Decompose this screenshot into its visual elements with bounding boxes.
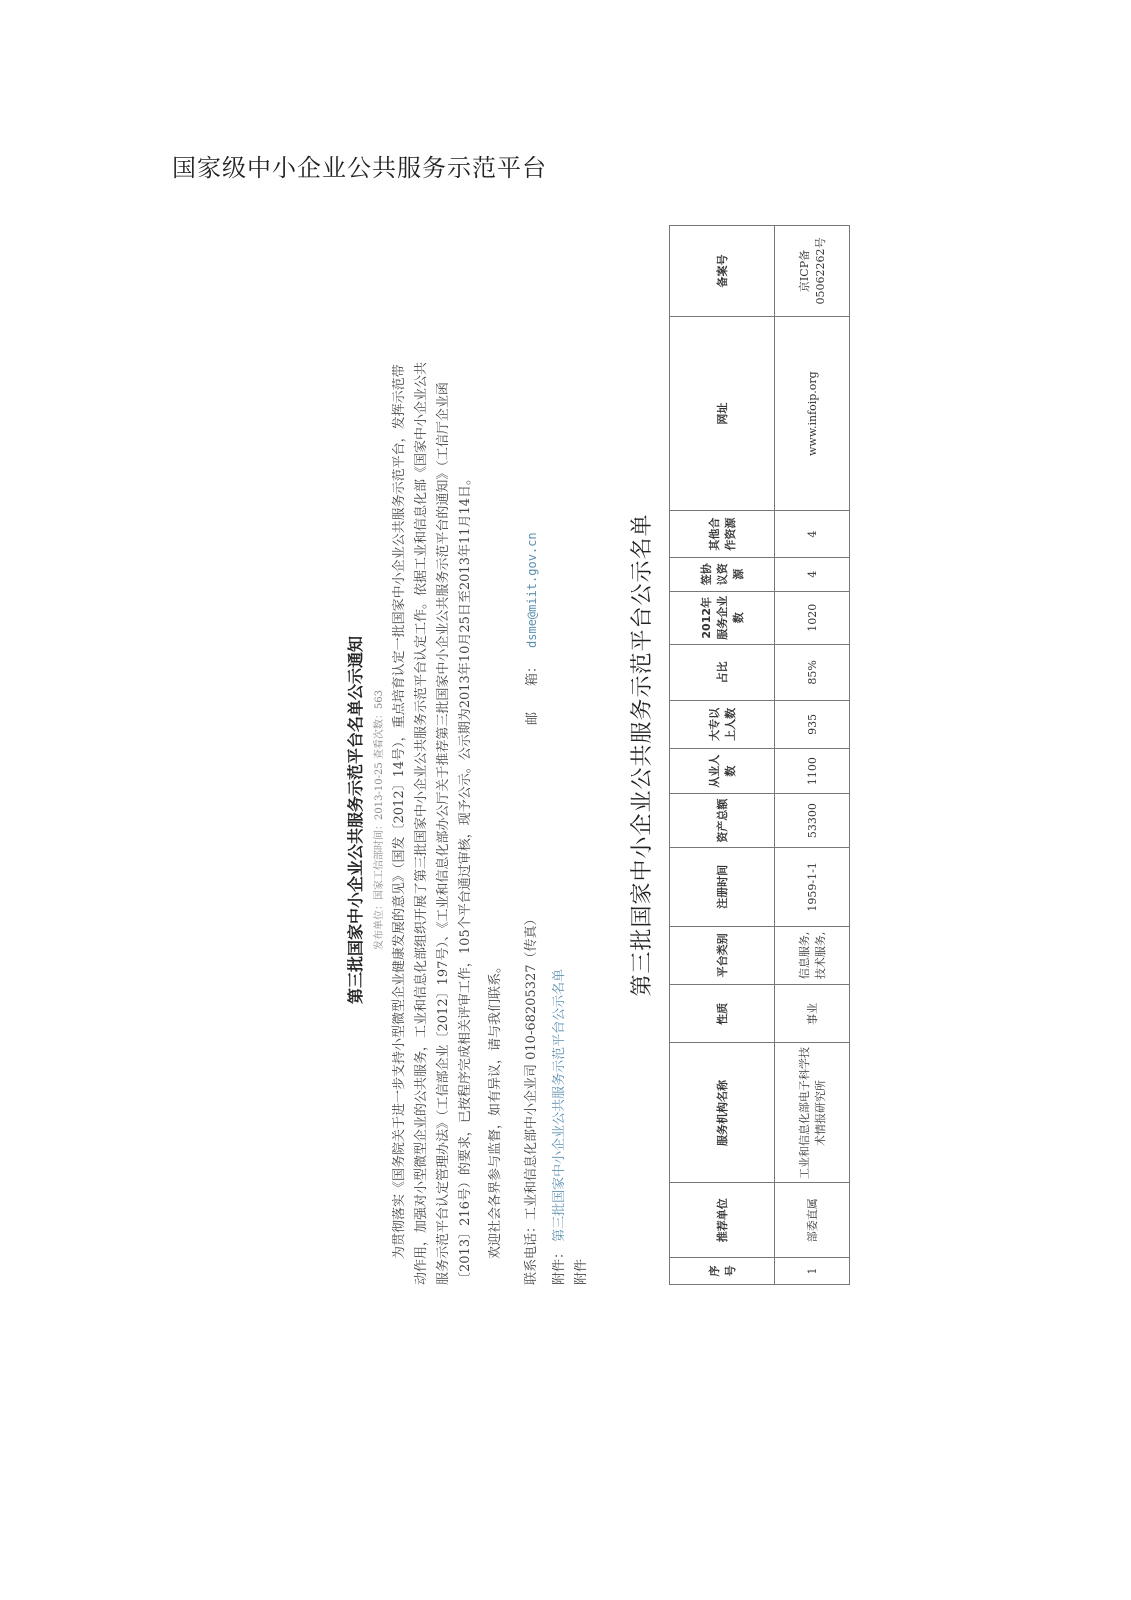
attachment-label: 附件： bbox=[552, 1245, 567, 1285]
col-header: 签协议资源 bbox=[670, 557, 775, 591]
table-cell: 1959-1-1 bbox=[775, 848, 850, 926]
col-header: 注册时间 bbox=[670, 848, 775, 926]
col-header: 序号 bbox=[670, 1258, 775, 1285]
contact-phone: 联系电话：工业和信息化部中小企业司 010-68205327（传真） bbox=[524, 912, 539, 1285]
col-header: 大专以上人数 bbox=[670, 700, 775, 748]
list-title: 第三批国家中小企业公共服务示范平台公示名单 bbox=[630, 513, 655, 997]
table-cell: 935 bbox=[775, 700, 850, 748]
table-cell: 1020 bbox=[775, 591, 850, 644]
table-cell: 事业 bbox=[775, 985, 850, 1043]
col-header: 2012年服务企业数 bbox=[670, 591, 775, 644]
table-cell: 4 bbox=[775, 557, 850, 591]
table-header-row bbox=[670, 226, 775, 1285]
notice-paragraph: 为贯彻落实《国务院关于进一步支持小型微型企业健康发展的意见》（国发〔2012〕14号），重点培育认定一批国家中小企业公共服务示范平台，发挥示范带动作用，加强对小型微型企业的公共服务，工业和信息化部组织开展了第三批国家中小企业公共服务示范平台认定工作。依据工业和信息化部《国家中小企业公共服务示范平台认定管理办法》（工信部企业〔2012〕197号）、《工业和信息化部办公厅关于推荐第三批国家中小企业公共服务示范平台的通知》（工信厅企业函〔2013〕216号）的要求，已按程序完成相关评审工作，105个平台通过审核，现予公示。公示期为2013年10月25日至2013年11月14日。 bbox=[392, 361, 473, 1285]
table-cell: 4 bbox=[775, 511, 850, 558]
table-cell: 85% bbox=[775, 645, 850, 701]
table-cell: 53300 bbox=[775, 793, 850, 847]
notice-body bbox=[389, 355, 477, 1285]
table-cell: 信息服务,技术服务, bbox=[775, 926, 850, 985]
email-label-group bbox=[521, 532, 544, 725]
contact-line bbox=[521, 532, 543, 1285]
table-cell: 京ICP备05062262号 bbox=[775, 226, 850, 317]
col-header: 服务机构名称 bbox=[670, 1043, 775, 1183]
list-section bbox=[625, 225, 855, 1285]
table-cell: 部委直属 bbox=[775, 1183, 850, 1258]
col-header: 资产总额 bbox=[670, 793, 775, 847]
col-header: 推荐单位 bbox=[670, 1183, 775, 1258]
notice-welcome: 欢迎社会各界参与监督，如有异议，请与我们联系。 bbox=[488, 959, 503, 1259]
email-label: 邮 箱： bbox=[525, 659, 540, 725]
attachment-line bbox=[549, 969, 571, 1285]
notice-title: 第三批国家中小企业公共服务示范平台名单公示通知 bbox=[346, 636, 365, 1005]
notice-section bbox=[345, 355, 589, 1285]
table-row bbox=[775, 226, 850, 1285]
page-heading: 国家级中小企业公共服务示范平台 bbox=[172, 154, 547, 182]
attachment-label-2: 附件 bbox=[574, 1258, 589, 1285]
email-link[interactable]: dsme@miit.gov.cn bbox=[525, 532, 539, 648]
table-cell: 1100 bbox=[775, 749, 850, 794]
col-header: 占比 bbox=[670, 645, 775, 701]
col-header: 从业人数 bbox=[670, 749, 775, 794]
table-cell: 1 bbox=[775, 1258, 850, 1285]
col-header: 性质 bbox=[670, 985, 775, 1043]
col-header: 其他合作资源 bbox=[670, 511, 775, 558]
notice-meta: 发布单位：国家工信部时间：2013-10-25 查看次数：563 bbox=[374, 690, 385, 950]
table-cell: 工业和信息化部电子科学技术情报研究所 bbox=[775, 1043, 850, 1183]
col-header: 网址 bbox=[670, 316, 775, 510]
attachment-link[interactable]: 第三批国家中小企业公共服务示范平台公示名单 bbox=[552, 968, 567, 1242]
col-header: 平台类别 bbox=[670, 926, 775, 985]
col-header: 备案号 bbox=[670, 226, 775, 317]
platform-table bbox=[669, 225, 850, 1285]
website-cell[interactable]: www.infoip.org bbox=[775, 316, 850, 510]
